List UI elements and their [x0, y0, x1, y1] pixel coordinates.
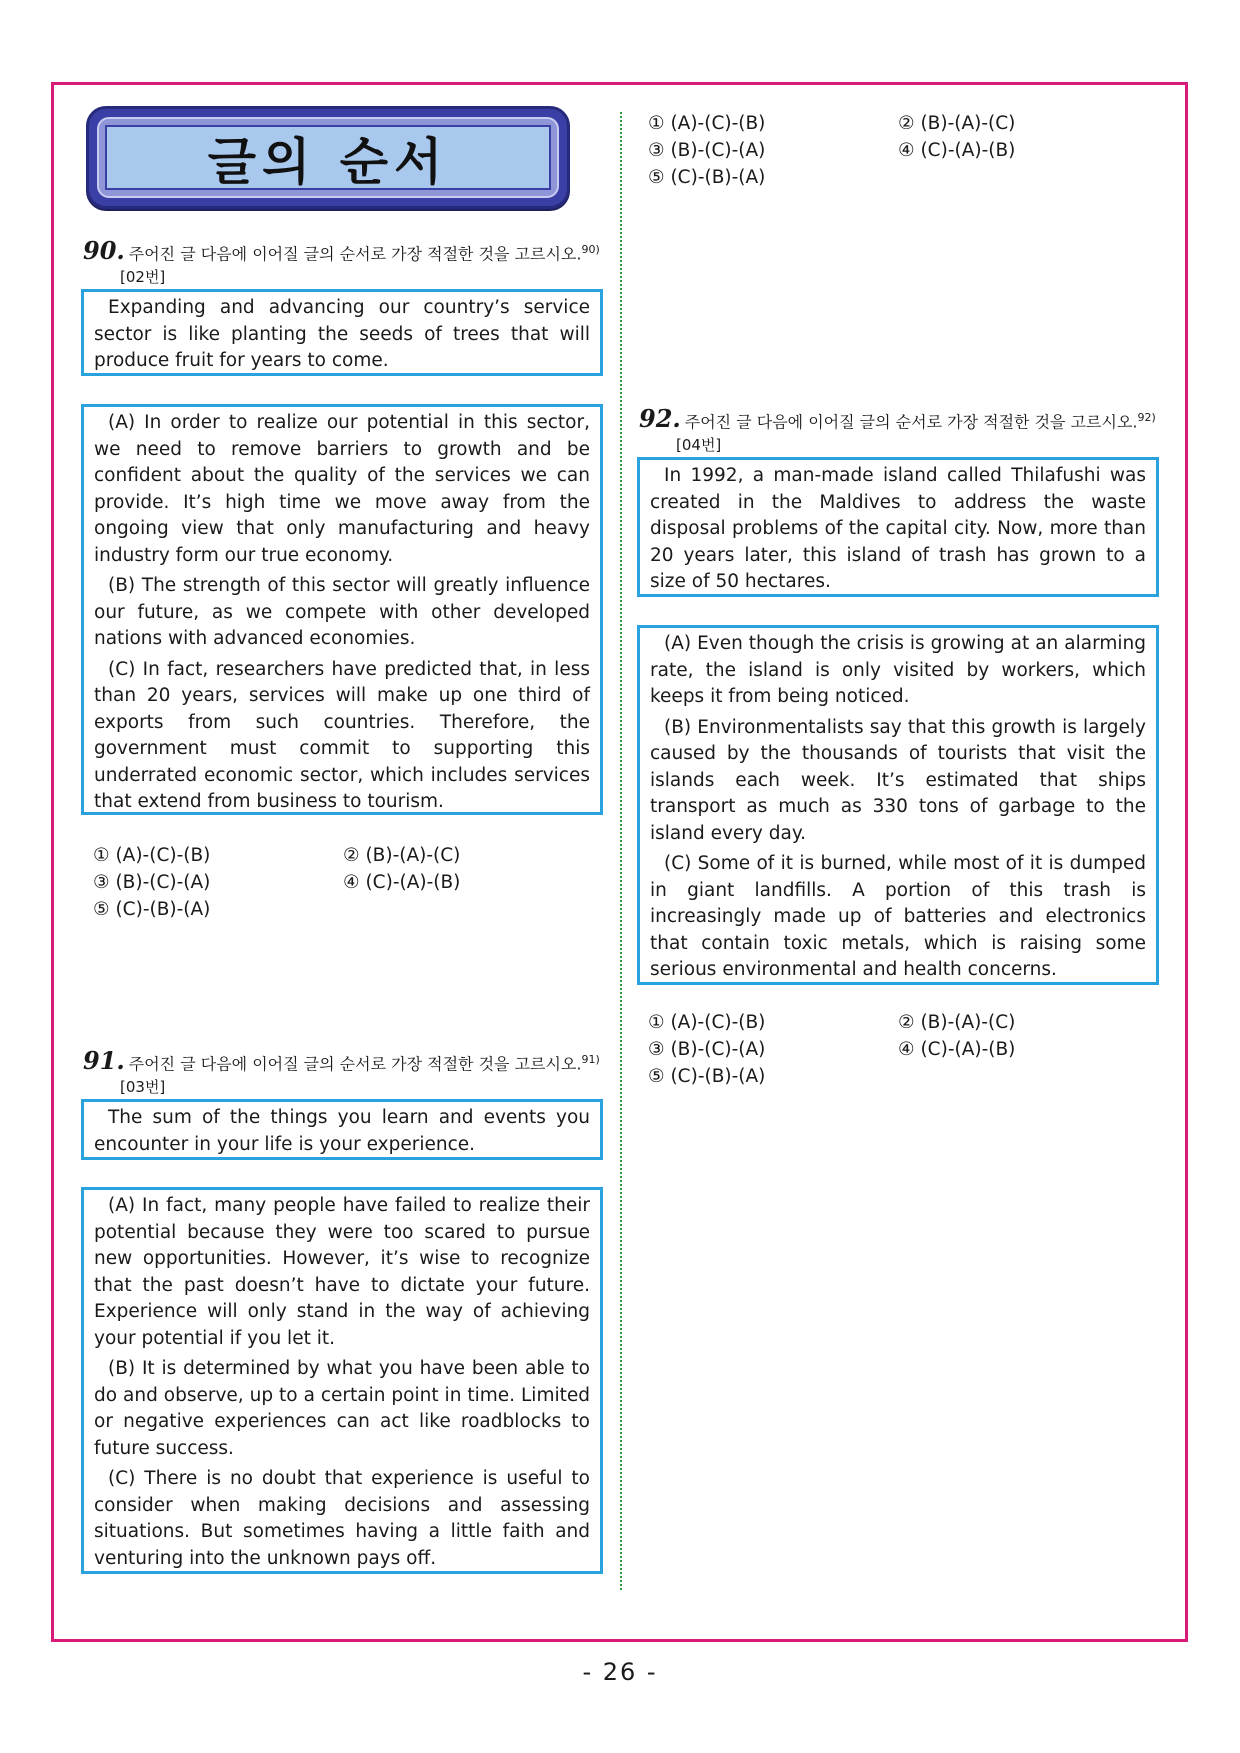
- answer-choices: [648, 110, 1148, 195]
- choice-2[interactable]: ② (B)-(A)-(C): [898, 113, 1016, 134]
- paragraph-b: (B) The strength of this sector will greatly influence our future, as we compete with other developed nations with advanced economies.: [94, 575, 590, 649]
- section-title-plate: [86, 106, 570, 209]
- choice-4[interactable]: ④ (C)-(A)-(B): [343, 872, 461, 893]
- question-source: [03번]: [120, 1078, 166, 1096]
- given-text: In 1992, a man-made island called Thilafushi was created in the Maldives to address the waste disposal problems of the capital city. Now, more than 20 years later, this island of trash has grown to a size of 50 hectares.: [650, 465, 1146, 592]
- given-text: The sum of the things you learn and events you encounter in your life is your experience.: [94, 1107, 590, 1155]
- given-text-box: [637, 457, 1159, 597]
- question-91-header: [83, 1046, 608, 1076]
- choice-4[interactable]: ④ (C)-(A)-(B): [898, 1039, 1016, 1060]
- paragraph-c: (C) There is no doubt that experience is useful to consider when making decisions and assessing situations. But sometimes having a little faith and venturing into the unknown pays off.: [94, 1468, 590, 1569]
- choice-1[interactable]: ① (A)-(C)-(B): [648, 1012, 766, 1033]
- footnote-ref: 90): [581, 243, 600, 256]
- choice-5[interactable]: ⑤ (C)-(B)-(A): [93, 899, 211, 920]
- footnote-ref: 91): [581, 1053, 600, 1066]
- section-title-inner: [97, 117, 559, 198]
- paragraph-c: (C) In fact, researchers have predicted that, in less than 20 years, services will make up one third of exports from such countries. Therefore, the government must commit to supporting this underrated economic sector, which includes services that extend from business to tourism.: [94, 658, 590, 812]
- choice-2[interactable]: ② (B)-(A)-(C): [898, 1012, 1016, 1033]
- answer-choices: [648, 1009, 1148, 1094]
- choice-5[interactable]: ⑤ (C)-(B)-(A): [648, 167, 766, 188]
- paragraph-a: (A) In fact, many people have failed to realize their potential because they were too scared to pursue new opportunities. However, it’s wise to recognize that the past doesn’t have to dictate your future. Experience will only stand in the way of achieving your potential if you let it.: [94, 1195, 590, 1349]
- column-divider: [620, 112, 622, 1590]
- choice-5[interactable]: ⑤ (C)-(B)-(A): [648, 1066, 766, 1087]
- question-source: [02번]: [120, 268, 166, 286]
- choice-3[interactable]: ③ (B)-(C)-(A): [93, 872, 211, 893]
- paragraph-b: (B) It is determined by what you have been able to do and observe, up to a certain point in time. Limited or negative experiences can act like roadblocks to future success.: [94, 1358, 590, 1459]
- choice-3[interactable]: ③ (B)-(C)-(A): [648, 1039, 766, 1060]
- question-source: [04번]: [676, 436, 722, 454]
- page-number: - 26 -: [582, 1658, 658, 1686]
- paragraphs-box: [81, 1187, 603, 1574]
- choice-4[interactable]: ④ (C)-(A)-(B): [898, 140, 1016, 161]
- section-title: 글의 순서: [207, 132, 449, 191]
- choice-2[interactable]: ② (B)-(A)-(C): [343, 845, 461, 866]
- question-instruction: 주어진 글 다음에 이어질 글의 순서로 가장 적절한 것을 고르시오.: [128, 244, 582, 264]
- question-instruction: 주어진 글 다음에 이어질 글의 순서로 가장 적절한 것을 고르시오.: [684, 412, 1138, 432]
- question-number: 90.: [83, 236, 125, 266]
- choice-1[interactable]: ① (A)-(C)-(B): [648, 113, 766, 134]
- question-number: 91.: [83, 1046, 125, 1076]
- paragraph-a: (A) Even though the crisis is growing at an alarming rate, the island is only visited by workers, which keeps it from being noticed.: [650, 633, 1146, 707]
- paragraphs-box: [637, 625, 1159, 985]
- section-title-core: [105, 125, 551, 190]
- question-92-header: [639, 404, 1164, 434]
- question-90-header: [83, 236, 608, 266]
- choice-1[interactable]: ① (A)-(C)-(B): [93, 845, 211, 866]
- paragraphs-box: [81, 404, 603, 815]
- paragraph-a: (A) In order to realize our potential in this sector, we need to remove barriers to growth and be confident about the quality of the services we can provide. It’s high time we move away from the ongoing view that only manufacturing and heavy industry form our true economy.: [94, 412, 590, 566]
- question-number: 92.: [639, 404, 681, 434]
- answer-choices: [93, 842, 593, 927]
- question-instruction: 주어진 글 다음에 이어질 글의 순서로 가장 적절한 것을 고르시오.: [128, 1054, 582, 1074]
- given-text-box: [81, 1099, 603, 1160]
- paragraph-c: (C) Some of it is burned, while most of it is dumped in giant landfills. A portion of this trash is increasingly made up of batteries and electronics that contain toxic metals, which is raising some serious environmental and health concerns.: [650, 853, 1146, 980]
- footnote-ref: 92): [1137, 411, 1156, 424]
- given-text-box: [81, 289, 603, 376]
- choice-3[interactable]: ③ (B)-(C)-(A): [648, 140, 766, 161]
- paragraph-b: (B) Environmentalists say that this growth is largely caused by the thousands of tourists that visit the islands each week. It’s estimated that ships transport as much as 330 tons of garbage to the island every day.: [650, 716, 1146, 844]
- given-text: Expanding and advancing our country’s service sector is like planting the seeds of trees that will produce fruit for years to come.: [94, 297, 590, 371]
